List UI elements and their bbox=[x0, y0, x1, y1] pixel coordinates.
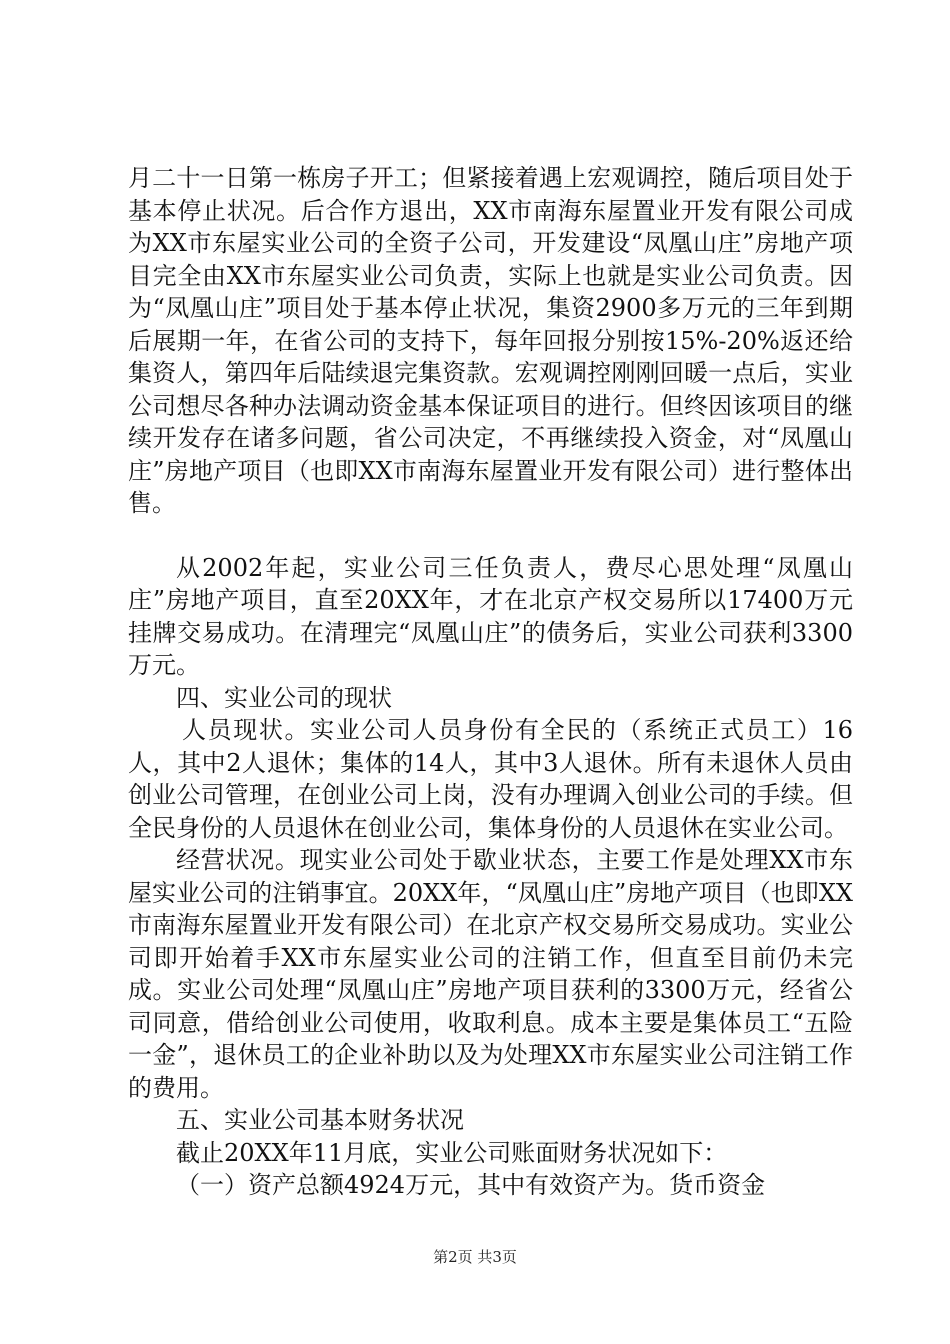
document-body bbox=[128, 162, 853, 1202]
paragraph-project-history: 月二十一日第一栋房子开工；但紧接着遇上宏观调控，随后项目处于基本停止状况。后合作方退出，XX市南海东屋置业开发有限公司成为XX市东屋实业公司的全资子公司，开发建设“凤凰山庄”房地产项目完全由XX市东屋实业公司负责，实际上也就是实业公司负责。因为“凤凰山庄”项目处于基本停止状况，集资2900多万元的三年到期后展期一年，在省公司的支持下，每年回报分别按15%-20%返还给集资人，第四年后陆续退完集资款。宏观调控刚刚回暖一点后，实业公司想尽各种办法调动资金基本保证项目的进行。但终因该项目的继续开发存在诸多问题，省公司决定，不再继续投入资金，对“凤凰山庄”房地产项目（也即XX市南海东屋置业开发有限公司）进行整体出售。 bbox=[128, 164, 853, 517]
paragraph-operating-status: 经营状况。现实业公司处于歇业状态，主要工作是处理XX市东屋实业公司的注销事宜。20XX年，“凤凰山庄”房地产项目（也即XX市南海东屋置业开发有限公司）在北京产权交易所交易成功。实业公司即开始着手XX市东屋实业公司的注销工作，但直至目前仍未完成。实业公司处理“凤凰山庄”房地产项目获利的3300万元，经省公司同意，借给创业公司使用，收取利息。成本主要是集体员工“五险一金”，退休员工的企业补助以及为处理XX市东屋实业公司注销工作的费用。 bbox=[128, 846, 853, 1102]
paragraph-total-assets: （一）资产总额4924万元，其中有效资产为。货币资金 bbox=[176, 1171, 766, 1199]
paragraph-project-sale: 从2002年起，实业公司三任负责人，费尽心思处理“凤凰山庄”房地产项目，直至20XX年，才在北京产权交易所以17400万元挂牌交易成功。在清理完“凤凰山庄”的债务后，实业公司获利3300万元。 bbox=[128, 553, 853, 679]
paragraph-financial-intro: 截止20XX年11月底，实业公司账面财务状况如下： bbox=[176, 1138, 728, 1167]
paragraph-staff-status: 人员现状。实业公司人员身份有全民的（系统正式员工）16人，其中2人退休；集体的14人，其中3人退休。所有未退休人员由创业公司管理，在创业公司上岗，没有办理调入创业公司的手续。但全民身份的人员退休在创业公司，集体身份的人员退休在实业公司。 bbox=[128, 716, 853, 842]
section-heading-current-status: 四、实业公司的现状 bbox=[176, 683, 392, 712]
section-heading-financial-status: 五、实业公司基本财务状况 bbox=[176, 1106, 464, 1134]
page-number-footer: 第2页 共3页 bbox=[433, 1248, 517, 1266]
